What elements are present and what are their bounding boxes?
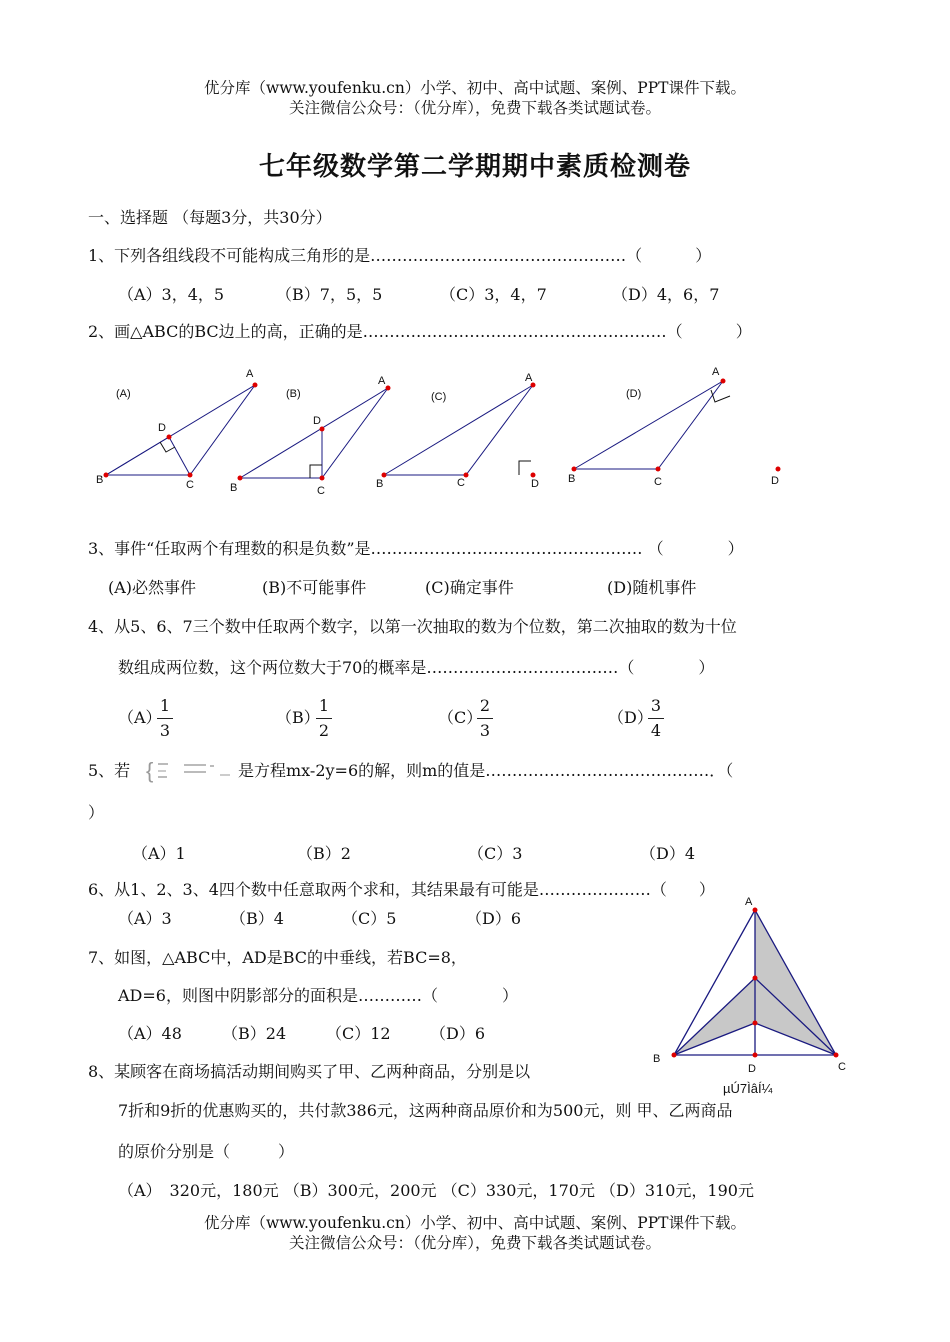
svg-text:A: A: [745, 896, 753, 908]
question-4-stem-1: 4、从5、6、7三个数中任取两个数字，以第一次抽取的数为个位数，第二次抽取的数为十位: [88, 617, 737, 636]
q4-option-c-label: （C）: [438, 708, 483, 727]
q7-option-d: （D）6: [430, 1024, 486, 1043]
svg-text:D: D: [748, 1063, 756, 1075]
question-8-stem-3: 的原价分别是（ ）: [118, 1142, 295, 1161]
svg-text:C: C: [457, 477, 465, 489]
q5-option-c: （C）3: [468, 844, 523, 863]
question-8-stem-1: 8、某顾客在商场搞活动期间购买了甲、乙两种商品，分别是以: [88, 1062, 531, 1081]
q6-option-d: （D）6: [466, 909, 522, 928]
q6-option-c: （C）5: [342, 909, 397, 928]
q4-option-a-fraction: 1 3: [157, 696, 173, 741]
point-d: [776, 467, 781, 472]
header-line-2: 关注微信公众号：（优分库），免费下载各类试题试卷。: [288, 99, 661, 117]
q4-option-b-fraction: 1 2: [316, 696, 332, 741]
q6-option-b: （B）4: [230, 909, 284, 928]
point-c: [188, 473, 193, 478]
question-2-stem: 2、画△ABC的BC边上的高，正确的是…………………………………………………（ ）: [88, 322, 752, 341]
q8-options: （A） 320元，180元 （B）300元，200元 （C）330元，170元 （D）310元，190元: [118, 1181, 754, 1200]
q4-option-c-fraction: 2 3: [477, 696, 493, 741]
question-1-stem: 1、下列各组线段不可能构成三角形的是…………………………………………（ ）: [88, 246, 712, 265]
q7-option-b: （B）24: [222, 1024, 287, 1043]
q2-figures: [0, 360, 950, 500]
q1-option-b: （B）7，5，5: [276, 285, 383, 304]
svg-text:D: D: [313, 415, 321, 427]
svg-text:{: {: [146, 758, 154, 783]
point-b: [238, 476, 243, 481]
svg-text:B: B: [653, 1053, 661, 1065]
svg-text:C: C: [654, 476, 662, 488]
q4-option-d-label: （D）: [608, 708, 653, 727]
q5-option-b: （B）2: [297, 844, 351, 863]
section-heading: 一、选择题 （每题3分，共30分）: [88, 208, 332, 227]
point-c: [656, 467, 661, 472]
q2-figure-a: [96, 368, 258, 491]
q2-figure-d: [568, 366, 781, 488]
q7-option-c: （C）12: [326, 1024, 391, 1043]
fig-c-label: (C): [431, 391, 447, 403]
q3-option-d: (D)随机事件: [607, 578, 697, 597]
q5-option-d: （D）4: [640, 844, 696, 863]
svg-text:A: A: [525, 372, 533, 384]
point-c: [320, 476, 325, 481]
q7-figure-caption: µÚ7ÌâÍ¼: [723, 1081, 773, 1096]
point-d: [320, 427, 325, 432]
fig-d-label: (D): [626, 388, 642, 400]
point-b: [382, 473, 387, 478]
q4-option-a-label: （A）: [118, 708, 162, 727]
point-d: [531, 473, 536, 478]
q1-option-a: （A）3，4，5: [118, 285, 225, 304]
q4-option-b-label: （B）: [276, 708, 320, 727]
footer-line-1: 优分库（www.youfenku.cn）小学、初中、高中试题、案例、PPT课件下载。: [203, 1214, 747, 1232]
q7-option-a: （A）48: [118, 1024, 182, 1043]
q3-option-b: (B)不可能事件: [262, 578, 367, 597]
svg-text:B: B: [568, 473, 576, 485]
q3-option-c: (C)确定事件: [425, 578, 514, 597]
svg-text:D: D: [771, 475, 779, 487]
question-5-stem: 是方程mx-2y=6的解，则m的值是……………………………………．（: [238, 761, 734, 780]
footer-line-2: 关注微信公众号：（优分库），免费下载各类试题试卷。: [288, 1234, 661, 1252]
point-a: [253, 383, 258, 388]
q1-option-d: （D）4，6，7: [612, 285, 720, 304]
q1-option-c: （C）3，4，7: [440, 285, 547, 304]
q5-option-a: （A）1: [132, 844, 186, 863]
question-7-stem-2: AD=6，则图中阴影部分的面积是…………（ ）: [118, 986, 518, 1005]
question-7-stem-1: 7、如图，△ABC中，AD是BC的中垂线，若BC=8，: [88, 948, 467, 967]
svg-text:A: A: [712, 366, 720, 378]
fig-b-label: (B): [286, 388, 301, 400]
q5-equation-image: [144, 756, 236, 784]
svg-text:A: A: [378, 375, 386, 387]
question-5-prefix: 5、若: [88, 761, 131, 780]
svg-text:C: C: [317, 485, 325, 497]
q6-option-a: （A）3: [118, 909, 172, 928]
point-d: [167, 435, 172, 440]
svg-text:C: C: [838, 1061, 846, 1073]
point-b: [104, 473, 109, 478]
fig-a-label: (A): [116, 388, 131, 400]
point-a: [386, 386, 391, 391]
point-b: [572, 467, 577, 472]
header-line-1: 优分库（www.youfenku.cn）小学、初中、高中试题、案例、PPT课件下载。: [203, 79, 747, 97]
question-5-close: ）: [88, 803, 105, 822]
svg-text:D: D: [158, 422, 166, 434]
question-4-stem-2: 数组成两位数，这个两位数大于70的概率是………………………………（ ）: [118, 658, 715, 677]
q7-figure: [640, 890, 860, 1100]
question-8-stem-2: 7折和9折的优惠购买的，共付款386元，这两种商品原价和为500元，则 甲、乙两商品: [118, 1101, 733, 1120]
page-title: 七年级数学第二学期期中素质检测卷: [258, 152, 691, 182]
question-3-stem: 3、事件“任取两个有理数的积是负数”是…………………………………………… （ ）: [88, 539, 744, 558]
q4-option-d-fraction: 3 4: [648, 696, 664, 741]
q3-option-a: (A)必然事件: [108, 578, 197, 597]
q2-figure-c: [376, 372, 539, 490]
svg-text:A: A: [246, 368, 254, 380]
q2-figure-b: [230, 375, 391, 497]
svg-text:B: B: [96, 474, 104, 486]
point-a: [721, 379, 726, 384]
svg-text:C: C: [186, 479, 194, 491]
svg-text:D: D: [531, 478, 539, 490]
svg-text:B: B: [230, 482, 238, 494]
svg-text:B: B: [376, 478, 384, 490]
question-6-stem: 6、从1、2、3、4四个数中任意取两个求和，其结果最有可能是…………………（ ）: [88, 880, 715, 899]
